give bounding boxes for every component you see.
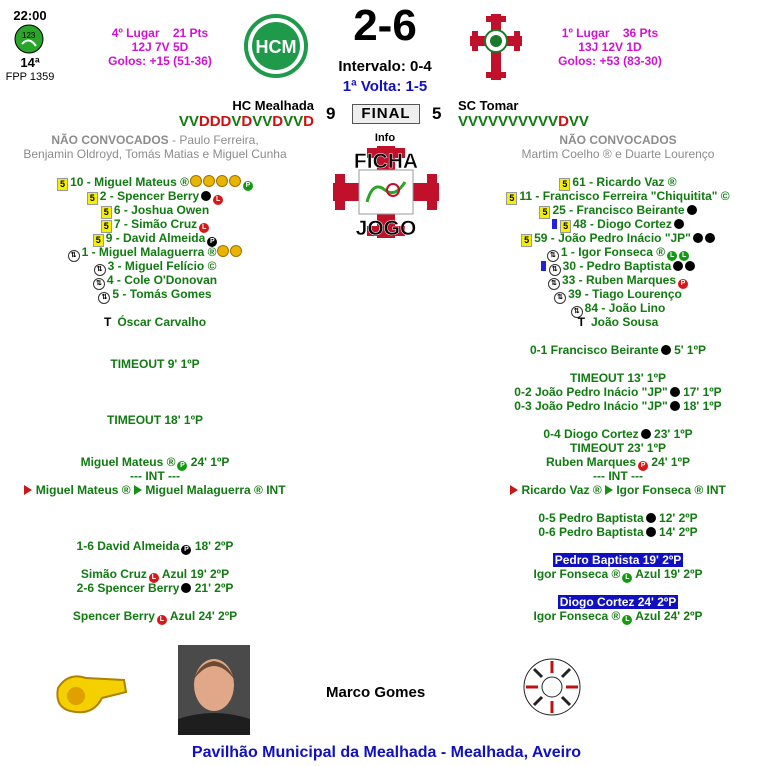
jogo-text: JOGO [355,217,417,238]
fpp-ranking: FPP 1359 [5,71,55,83]
home-not-called: NÃO CONVOCADOS - Paulo Ferreira, [51,133,259,147]
info-label: Info [374,132,396,144]
home-standing: 4º Lugar 21 Pts [111,26,209,40]
home-player-row[interactable]: ⇅ 1 - Miguel Malaguerra ® [0,245,310,262]
away-player-row[interactable]: 5 48 - Diogo Cortez [463,217,773,233]
home-form-number: 9 [326,104,336,123]
referee-name[interactable]: Marco Gomes [326,684,426,701]
home-player-row[interactable]: 5 2 - Spencer Berry L [0,189,310,205]
away-player-row[interactable]: 5 11 - Francisco Ferreira "Chiquitita" © [463,189,773,205]
first-leg-score: 1ª Volta: 1-5 [342,78,428,95]
away-goal-event: 0-3 João Pedro Inácio "JP" 18' 1ºP [514,399,722,413]
away-substitution: Ricardo Vaz ® Igor Fonseca ® INT [463,483,773,497]
final-badge: FINAL [352,104,420,124]
away-team-name[interactable]: SC Tomar [458,98,519,113]
sub-out-icon [24,485,32,495]
away-goal-event: 0-5 Pedro Baptista 12' 2ºP [538,511,698,525]
away-goals: Golos: +53 (83-30) [558,54,662,68]
league-rank: 14ª [20,55,40,70]
venue[interactable]: Pavilhão Municipal da Mealhada - Mealhada, Aveiro [191,744,582,761]
whistle-icon [50,658,130,718]
away-record: 13J 12V 1D [578,40,642,54]
away-card-event: Igor Fonseca ® L Azul 19' 2ºP [533,567,703,581]
home-record: 12J 7V 5D [131,40,189,54]
home-player-row[interactable]: ⇅ 3 - Miguel Felício © [0,259,310,276]
away-timeout: TIMEOUT 23' 1ºP [570,441,666,455]
ficha-text: FICHA [353,150,419,173]
coach-icon: T [577,315,585,329]
home-player-row[interactable]: 5 10 - Miguel Mateus ® P [0,175,310,191]
away-player-row[interactable]: ⇅ 1 - Igor Fonseca ® L L [463,245,773,262]
match-sheet-button[interactable] [333,146,439,238]
home-goal-event: 2-6 Spencer Berry 21' 2ºP [76,581,234,595]
away-team-logo[interactable] [470,14,522,80]
away-standing: 1º Lugar 36 Pts [561,26,659,40]
away-goal-event: 0-2 João Pedro Inácio "JP" 17' 1ºP [514,385,722,399]
away-goal-event: 0-4 Diogo Cortez 23' 1ºP [543,427,693,441]
home-form: VVDDDVDVVDVVD [178,113,314,130]
home-goal-event: 1-6 David Almeida P 18' 2ºP [76,539,234,553]
home-timeout: TIMEOUT 18' 1ºP [107,413,203,427]
home-card-event: Miguel Mateus ® P 24' 1ºP [80,455,230,469]
sub-in-icon [134,485,142,495]
home-coach[interactable]: T Óscar Carvalho [103,315,207,329]
away-goal-event: 0-1 Francisco Beirante 5' 1ºP [530,343,706,357]
away-card-event: Ruben Marques P 24' 1ºP [546,455,690,469]
svg-text:123: 123 [22,31,36,40]
home-player-row[interactable]: 5 7 - Simão Cruz L [0,217,310,233]
home-player-row[interactable]: 5 6 - Joshua Owen [0,203,310,219]
home-team-name[interactable]: HC Mealhada [232,98,314,113]
away-not-called: NÃO CONVOCADOS [559,133,677,147]
away-card-event: Igor Fonseca ® L Azul 24' 2ºP [533,609,703,623]
coach-icon: T [103,315,112,329]
club-crest-icon [14,24,44,54]
home-not-called-names: Benjamin Oldroyd, Tomás Matias e Miguel Cunha [23,147,287,161]
away-highlight-event: Diogo Cortez 24' 2ºP [559,595,677,609]
away-goal-event: 0-6 Pedro Baptista 14' 2ºP [538,525,698,539]
away-form-number: 5 [432,104,442,123]
away-int: --- INT --- [593,469,643,483]
match-time: 22:00 [13,8,47,23]
home-player-row[interactable]: 5 9 - David Almeida P [0,231,310,247]
home-player-row[interactable]: ⇅ 5 - Tomás Gomes [0,287,310,304]
away-not-called-names: Martim Coelho ® e Duarte Lourenço [521,147,715,161]
away-player-row[interactable]: ⇅ 84 - João Lino [463,301,773,318]
referee-photo [178,645,250,735]
away-coach[interactable]: T João Sousa [577,315,659,329]
home-card-event: Simão Cruz L Azul 19' 2ºP [80,567,230,581]
away-player-row[interactable]: 5 25 - Francisco Beirante [463,203,773,219]
away-highlight-event: Pedro Baptista 19' 2ºP [554,553,682,567]
home-logo-text: HCM [255,37,297,57]
home-card-event: Spencer Berry L Azul 24' 2ºP [72,609,238,623]
home-timeout: TIMEOUT 9' 1ºP [110,357,200,371]
home-team-logo[interactable] [244,14,308,78]
home-player-row[interactable]: ⇅ 4 - Cole O'Donovan [0,273,310,290]
referee-association-icon [522,657,582,717]
away-player-row[interactable]: 5 61 - Ricardo Vaz ® [463,175,773,191]
home-goals: Golos: +15 (51-36) [108,54,212,68]
away-player-row[interactable]: ⇅ 39 - Tiago Lourenço [463,287,773,304]
away-player-row[interactable]: 5 59 - João Pedro Inácio "JP" [463,231,773,247]
away-form: VVVVVVVVVVDVV [458,113,589,130]
final-score: 2-6 [353,1,417,50]
halftime-score: Intervalo: 0-4 [338,58,432,75]
sub-out-icon [510,485,518,495]
away-timeout: TIMEOUT 13' 1ºP [570,371,666,385]
away-player-row[interactable]: ⇅ 33 - Ruben Marques P [463,273,773,290]
sub-in-icon [605,485,613,495]
home-int: --- INT --- [130,469,180,483]
away-player-row[interactable]: ⇅ 30 - Pedro Baptista [463,259,773,276]
home-substitution: Miguel Mateus ® Miguel Malaguerra ® INT [0,483,310,497]
